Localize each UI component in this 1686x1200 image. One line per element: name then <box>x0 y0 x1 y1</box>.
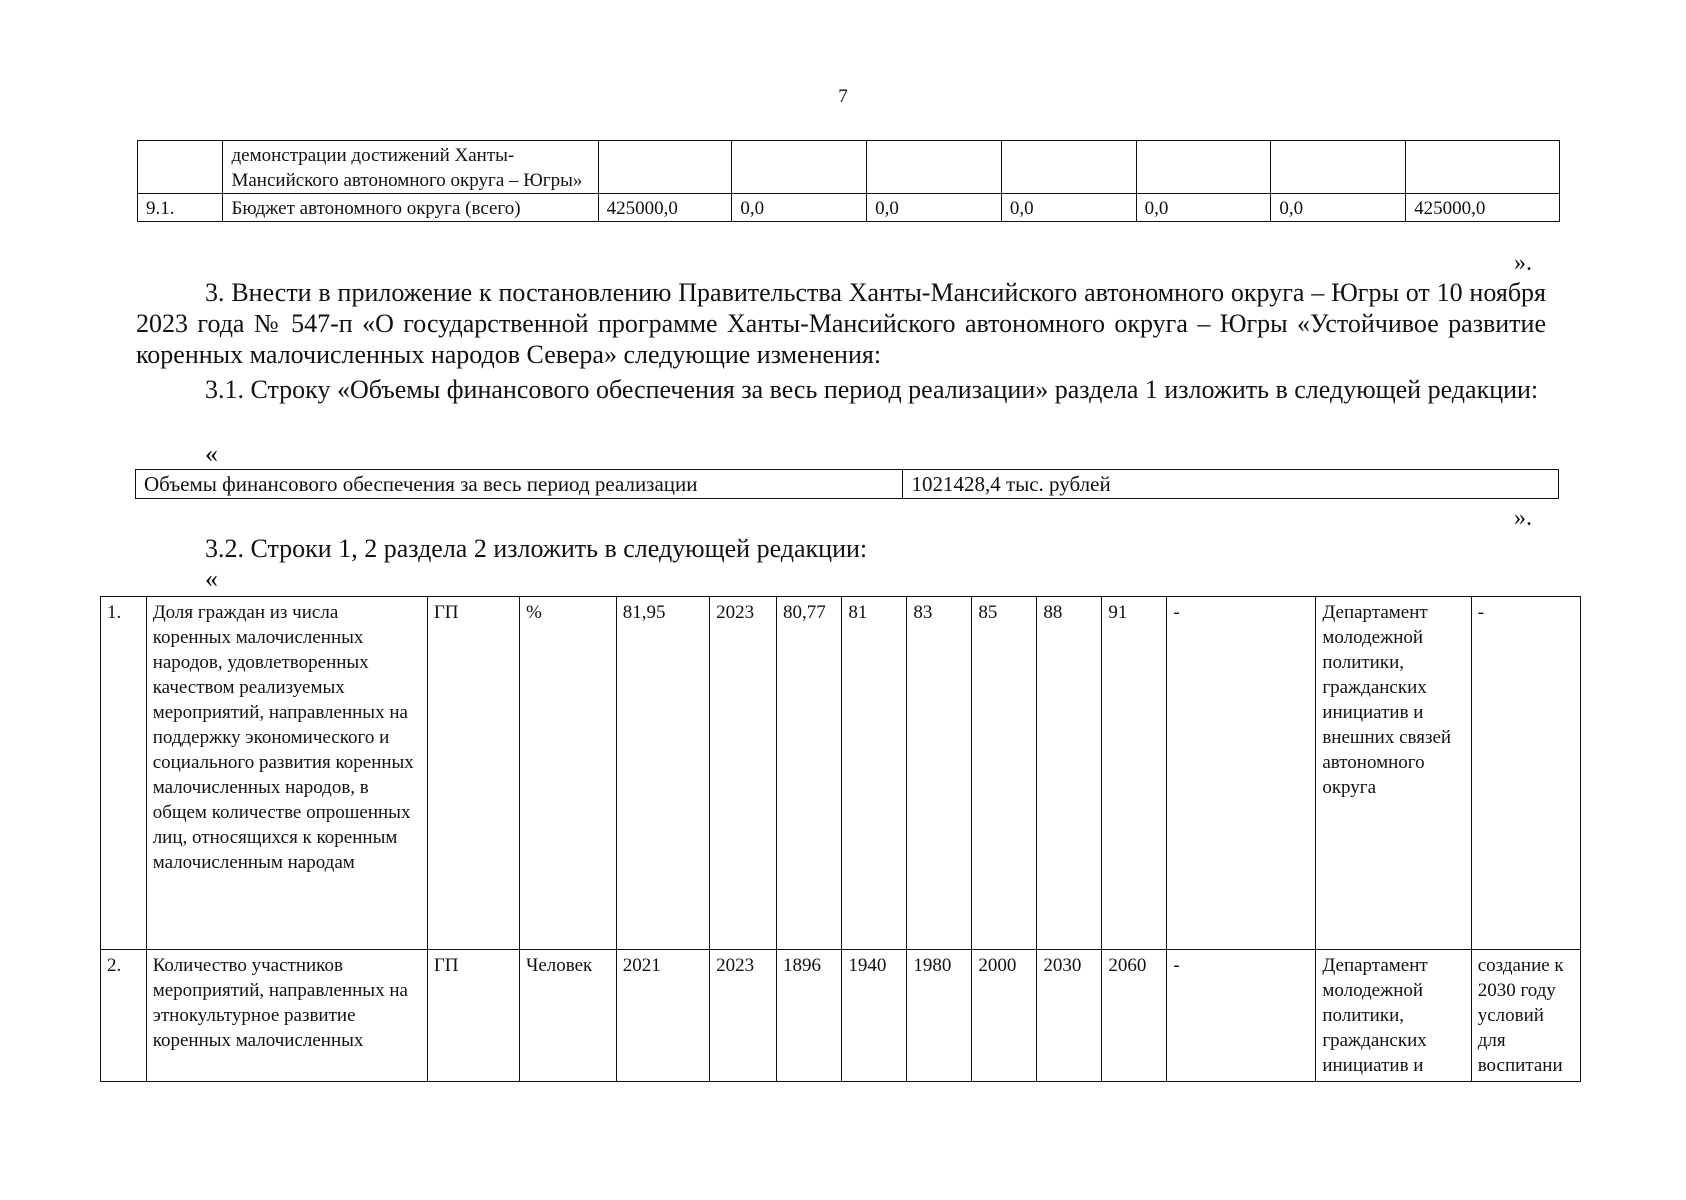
table-row <box>138 141 1560 194</box>
finance-value: 1021428,4 тыс. рублей <box>903 470 1559 499</box>
closing-quote: ». <box>1514 505 1532 531</box>
year-value: 91 <box>1102 597 1167 950</box>
year-value: 2030 <box>1037 950 1102 1082</box>
closing-quote: ». <box>1514 250 1532 276</box>
row-number: 2. <box>101 950 147 1082</box>
opening-quote: « <box>205 439 218 468</box>
budget-value: 0,0 <box>867 194 1002 222</box>
year-value: 1980 <box>907 950 972 1082</box>
indicator-unit: % <box>519 597 616 950</box>
table-cell <box>1271 141 1406 194</box>
table-row <box>101 597 1581 950</box>
indicator-table <box>100 596 1581 1082</box>
year-value: 1896 <box>776 950 841 1082</box>
link-cell: создание к 2030 году условий для воспитани <box>1471 950 1580 1082</box>
budget-table <box>137 140 1560 222</box>
responsible-body: Департамент молодежной политики, гражданских инициатив и <box>1316 950 1471 1082</box>
table-cell <box>867 141 1002 194</box>
budget-name: Бюджет автономного округа (всего) <box>223 194 598 222</box>
program-name-cell: демонстрации достижений Ханты-Мансийского автономного округа – Югры» <box>223 141 598 194</box>
row-number: 1. <box>101 597 147 950</box>
row-number: 9.1. <box>138 194 223 222</box>
table-cell <box>1001 141 1136 194</box>
table-row <box>136 470 1559 499</box>
year-value: 1940 <box>842 950 907 1082</box>
budget-value: 425000,0 <box>598 194 732 222</box>
responsible-body: Департамент молодежной политики, гражданских инициатив и внешних связей автономного округа <box>1316 597 1471 950</box>
budget-value: 425000,0 <box>1406 194 1560 222</box>
year-value: 85 <box>972 597 1037 950</box>
table-cell <box>1136 141 1271 194</box>
base-year: 2023 <box>710 950 777 1082</box>
budget-value: 0,0 <box>732 194 867 222</box>
budget-value: 0,0 <box>1136 194 1271 222</box>
base-value: 2021 <box>616 950 709 1082</box>
opening-quote: « <box>205 564 218 593</box>
paragraph-3-1: 3.1. Строку «Объемы финансового обеспечения за весь период реализации» раздела 1 изложить в следующей редакции: <box>205 375 1539 404</box>
indicator-unit: Человек <box>519 950 616 1082</box>
paragraph-3-2: 3.2. Строки 1, 2 раздела 2 изложить в следующей редакции: <box>205 534 868 563</box>
table-row <box>138 194 1560 222</box>
page-number: 7 <box>838 86 848 107</box>
year-value: 83 <box>907 597 972 950</box>
year-value: 80,77 <box>776 597 841 950</box>
table-cell <box>732 141 867 194</box>
table-cell <box>138 141 223 194</box>
indicator-level: ГП <box>427 597 519 950</box>
finance-label: Объемы финансового обеспечения за весь период реализации <box>136 470 903 499</box>
indicator-level: ГП <box>427 950 519 1082</box>
indicator-name: Количество участников мероприятий, направленных на этнокультурное развитие коренных малочисленных <box>146 950 427 1082</box>
table-row <box>101 950 1581 1082</box>
year-value: 81 <box>842 597 907 950</box>
budget-value: 0,0 <box>1271 194 1406 222</box>
year-value: 2060 <box>1102 950 1167 1082</box>
dash-cell: - <box>1167 597 1316 950</box>
paragraph-3: 3. Внести в приложение к постановлению Правительства Ханты-Мансийского автономного округа – Югры от 10 ноября 2023 года № 547-п «О государственной программе Ханты-Мансийского автономного округа – Югры «Устойчивое развитие коренных малочисленных народов Севера» следующие изменения: <box>136 278 1546 369</box>
base-value: 81,95 <box>616 597 709 950</box>
year-value: 2000 <box>972 950 1037 1082</box>
link-cell: - <box>1471 597 1580 950</box>
indicator-name: Доля граждан из числа коренных малочисленных народов, удовлетворенных качеством реализуемых мероприятий, направленных на поддержку экономического и социального развития коренных малочисленных народов, в общем количестве опрошенных лиц, относящихся к коренным малочисленным народам <box>146 597 427 950</box>
year-value: 88 <box>1037 597 1102 950</box>
finance-table <box>135 469 1559 499</box>
dash-cell: - <box>1167 950 1316 1082</box>
table-cell <box>1406 141 1560 194</box>
budget-value: 0,0 <box>1001 194 1136 222</box>
table-cell <box>598 141 732 194</box>
base-year: 2023 <box>710 597 777 950</box>
